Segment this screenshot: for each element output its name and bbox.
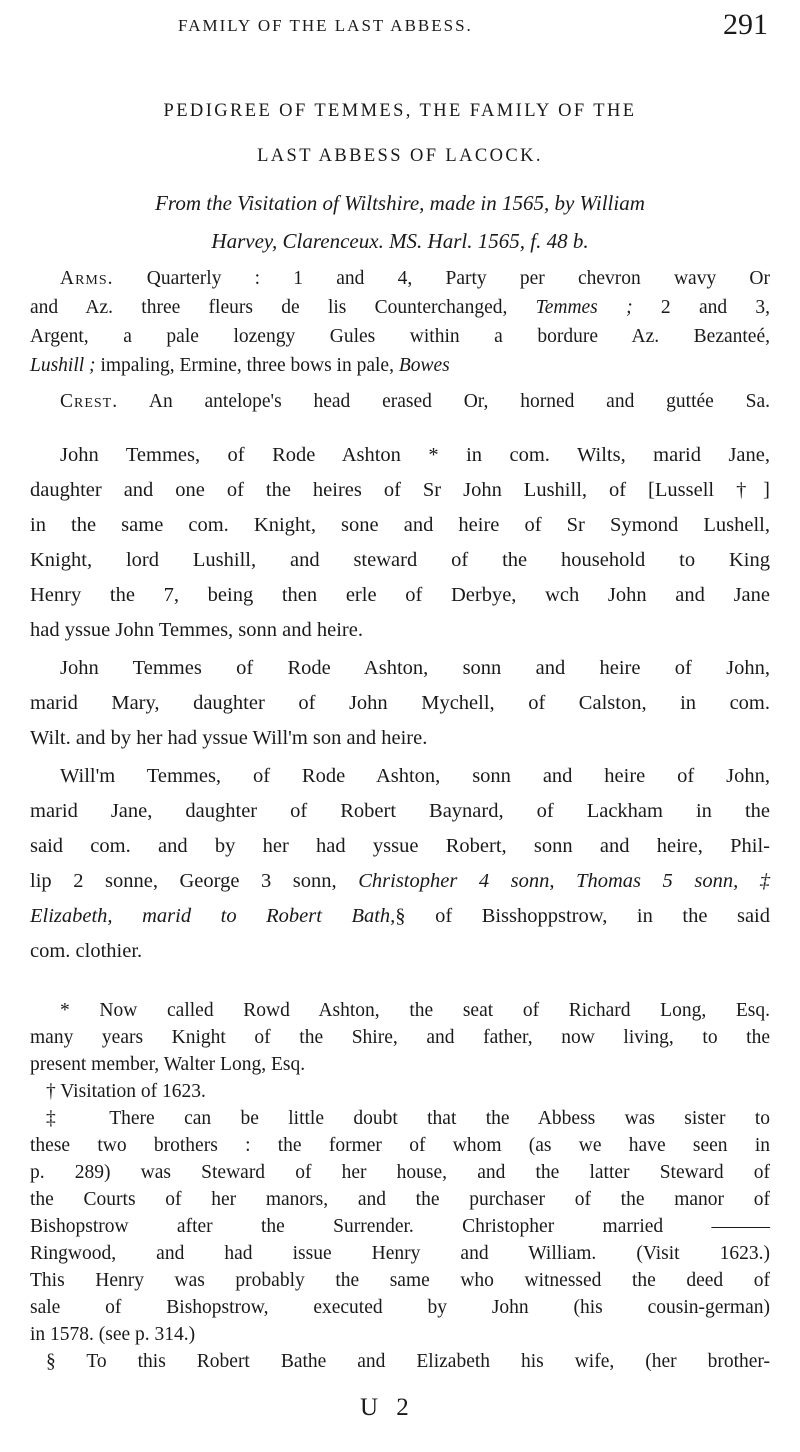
footnote-line: many years Knight of the Shire, and father, now living, to the xyxy=(30,1027,770,1048)
para2-line: marid Mary, daughter of John Mychell, of Calston, in com. xyxy=(30,692,770,714)
para3-line: marid Jane, daughter of Robert Baynard, of Lackham in the xyxy=(30,800,770,822)
para1-line: daughter and one of the heires of Sr John Lushill, of [Lussell †] xyxy=(30,479,770,501)
footnote-line: Ringwood, and had issue Henry and William. (Visit 1623.) xyxy=(30,1243,770,1264)
page-number: 291 xyxy=(723,8,768,41)
arms-line-2: and Az. three fleurs de lis Counterchanged, Temmes ; 2 and 3, xyxy=(30,297,771,318)
running-title: FAMILY OF THE LAST ABBESS. xyxy=(178,16,473,35)
footnote-line: the Courts of her manors, and the purchaser of the manor of xyxy=(30,1189,770,1210)
para1-line: in the same com. Knight, sone and heire of Sr Symond Lushell, xyxy=(30,514,770,536)
footnote-line: sale of Bishopstrow, executed by John (his cousin-german) xyxy=(30,1297,770,1318)
para3-line: said com. and by her had yssue Robert, sonn and heire, Phil- xyxy=(30,835,770,857)
arms-label: Arms. xyxy=(60,268,114,289)
para3-line: com. clothier. xyxy=(30,940,143,962)
footnote-line: This Henry was probably the same who witnessed the deed of xyxy=(30,1270,770,1291)
pedigree-title-line-1: PEDIGREE OF TEMMES, THE FAMILY OF THE xyxy=(163,101,637,121)
page-header xyxy=(0,6,800,46)
para3-line: Will'm Temmes, of Rode Ashton, sonn and heire of John, xyxy=(60,765,770,787)
para1-line: had yssue John Temmes, sonn and heire. xyxy=(30,619,363,641)
footnote-line: in 1578. (see p. 314.) xyxy=(30,1324,196,1345)
crest-line: Crest. An antelope's head erased Or, horned and guttée Sa. xyxy=(60,391,770,412)
pedigree-title-line-2: LAST ABBESS OF LACOCK. xyxy=(257,146,543,166)
footnote-line: † Visitation of 1623. xyxy=(46,1081,206,1102)
para2-line: John Temmes of Rode Ashton, sonn and heire of John, xyxy=(60,657,770,679)
footnote-line: p. 289) was Steward of her house, and the latter Steward of xyxy=(30,1162,770,1183)
para3-line: lip 2 sonne, George 3 sonn, Christopher 4 sonn, Thomas 5 sonn, ‡ xyxy=(30,870,771,892)
source-line-1: From the Visitation of Wiltshire, made in 1565, by William xyxy=(155,191,645,215)
footnote-line: * Now called Rowd Ashton, the seat of Richard Long, Esq. xyxy=(60,1000,770,1021)
footnote-line: present member, Walter Long, Esq. xyxy=(30,1054,306,1075)
crest-label: Crest. xyxy=(60,391,119,412)
footnote-line: ‡ There can be little doubt that the Abbess was sister to xyxy=(46,1108,770,1129)
arms-line-4: Lushill ; impaling, Ermine, three bows in pale, Bowes xyxy=(30,355,450,376)
signature-mark: U 2 xyxy=(360,1394,415,1421)
para3-line: Elizabeth, marid to Robert Bath,§ of Bisshoppstrow, in the said xyxy=(30,905,770,927)
footnote-line: these two brothers : the former of whom (as we have seen in xyxy=(30,1135,770,1156)
source-line-2: Harvey, Clarenceux. MS. Harl. 1565, f. 48 b. xyxy=(211,229,589,253)
arms-line-1: Arms. Quarterly : 1 and 4, Party per chevron wavy Or xyxy=(60,268,771,289)
footnote-line: Bishopstrow after the Surrender. Christopher married ——— xyxy=(30,1216,770,1237)
para1-line: Knight, lord Lushill, and steward of the household to King xyxy=(30,549,770,571)
arms-line-3: Argent, a pale lozengy Gules within a bordure Az. Bezanteé, xyxy=(30,326,770,347)
para2-line: Wilt. and by her had yssue Will'm son and heire. xyxy=(30,727,428,749)
para1-line: John Temmes, of Rode Ashton * in com. Wilts, marid Jane, xyxy=(60,444,770,466)
footnote-line: § To this Robert Bathe and Elizabeth his wife, (her brother- xyxy=(46,1351,770,1372)
para1-line: Henry the 7, being then erle of Derbye, wch John and Jane xyxy=(30,584,770,606)
